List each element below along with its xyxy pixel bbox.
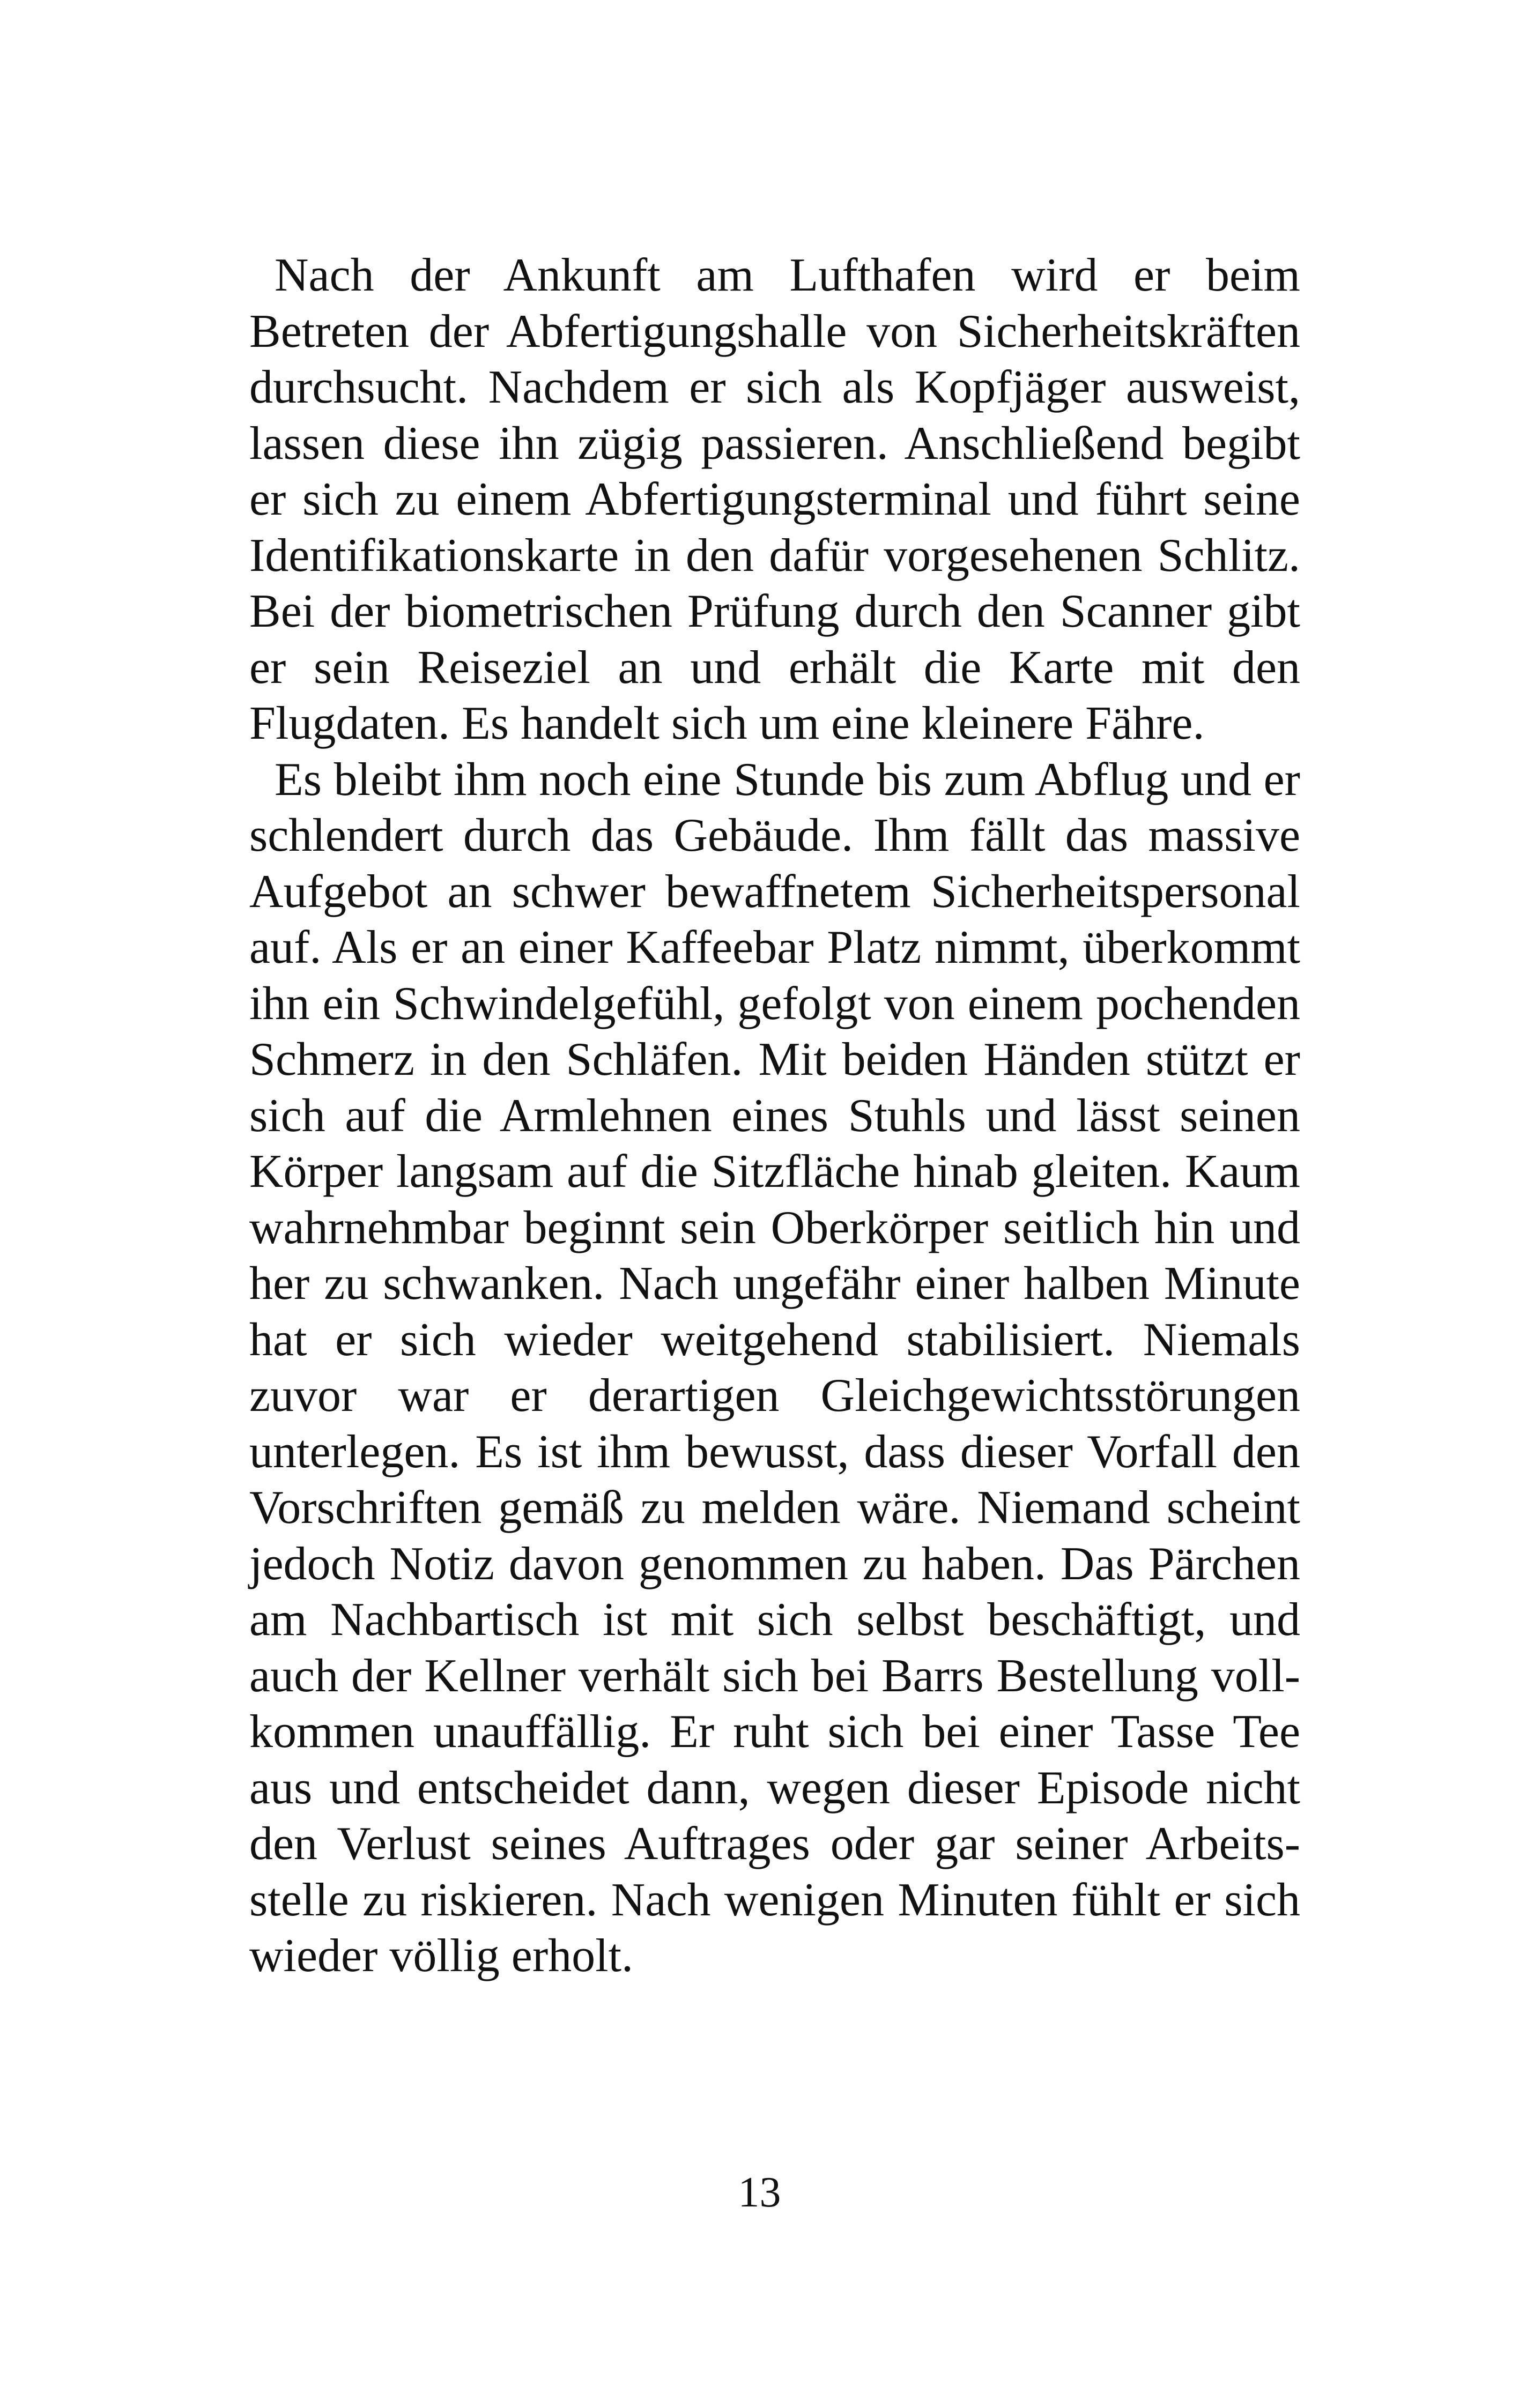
body-text bbox=[249, 248, 1300, 1985]
paragraph-1: Nach der Ankunft am Lufthafen wird er beim Betreten der Abfertigungshalle von Sicherheitskräften durchsucht. Nachdem er sich als Kopfjäger ausweist, lassen diese ihn zügig passieren. Anschließend begibt er sich zu einem Abfertigungsterminal und führt seine Identifikationskarte in den dafür vorgesehenen Schlitz. Bei der biometrischen Prüfung durch den Scanner gibt er sein Reiseziel an und erhält die Karte mit den Flugdaten. Es handelt sich um eine kleinere Fähre. bbox=[249, 249, 1300, 749]
paragraph-2: Es bleibt ihm noch eine Stunde bis zum Abflug und er schlendert durch das Gebäude. Ihm fällt das massive Aufgebot an schwer bewaffnetem Sicherheitspersonal auf. Als er an einer Kaffeebar Platz nimmt, überkommt ihn ein Schwindelgefühl, gefolgt von einem pochenden Schmerz in den Schläfen. Mit beiden Händen stützt er sich auf die Armlehnen eines Stuhls und lässt seinen Körper langsam auf die Sitzfläche hinab gleiten. Kaum wahrnehmbar beginnt sein Oberkörper seitlich hin und her zu schwanken. Nach ungefähr einer halben Minute hat er sich wieder weitgehend stabilisiert. Niemals zuvor war er derartigen Gleichgewichtsstörungen unterlegen. Es ist ihm bewusst, dass dieser Vorfall den Vorschriften gemäß zu melden wäre. Niemand scheint jedoch Notiz davon genommen zu haben. Das Pärchen am Nachbartisch ist mit sich selbst beschäftigt, und auch der Kellner verhält sich bei Barrs Bestellung vollkommen unauffällig. Er ruht sich bei einer Tasse Tee aus und entscheidet dann, wegen dieser Episode nicht den Verlust seines Auftrages oder gar seiner Arbeitsstelle zu riskieren. Nach wenigen Minuten fühlt er sich wieder völlig erholt. bbox=[249, 753, 1300, 1982]
page-number: 13 bbox=[738, 2169, 781, 2216]
